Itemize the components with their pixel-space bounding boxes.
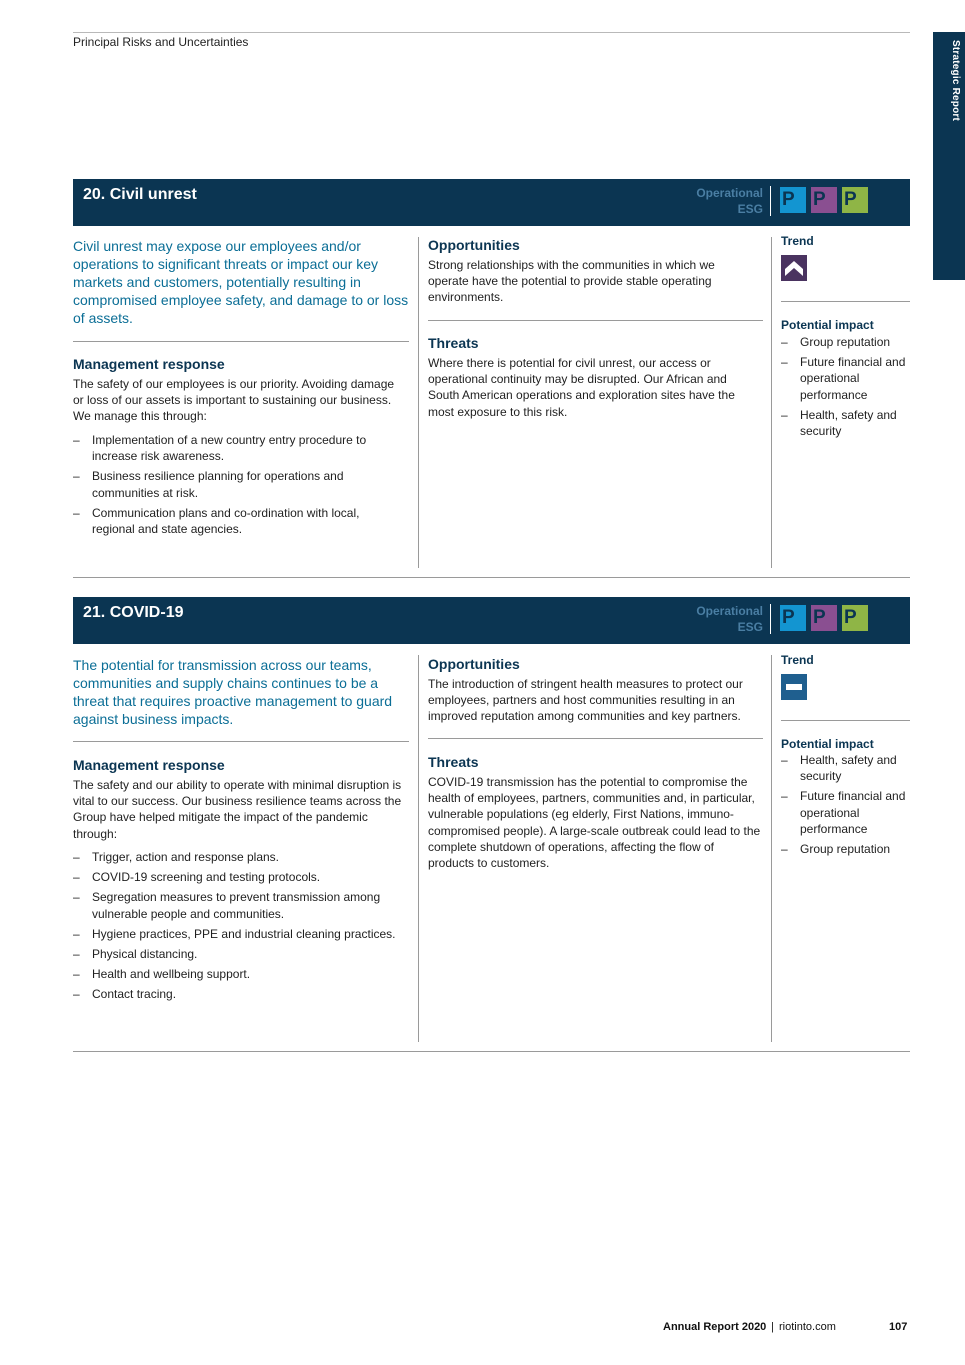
management-response-text: The safety of our employees is our priority. Avoiding damage or loss of our assets is important to sustaining our business. We manage this through:: [73, 377, 395, 424]
section-divider: [73, 1051, 910, 1052]
p-badge-green: P: [842, 605, 868, 631]
list-item: – Future financial and operational performance: [781, 788, 911, 837]
footer-separator: |: [771, 1321, 774, 1333]
divider: [73, 741, 409, 742]
list-item: – COVID-19 screening and testing protocols.: [73, 869, 403, 885]
risk-title: 21. COVID-19: [83, 604, 184, 621]
section-side-tab[interactable]: [933, 32, 965, 280]
opportunities-heading: Opportunities: [428, 237, 520, 253]
threats-text: Where there is potential for civil unrest, our access or operational continuity may be disrupted. Our African and South American operations and exploration sites have the most exposure to this risk.: [428, 356, 735, 419]
footer-website-link[interactable]: riotinto.com: [779, 1321, 836, 1333]
header-rule: [73, 32, 910, 33]
column-divider: [771, 655, 772, 1042]
category-esg: ESG: [737, 202, 763, 216]
p-badge-purple: P: [811, 605, 837, 631]
list-item: – Hygiene practices, PPE and industrial cleaning practices.: [73, 926, 403, 942]
management-response-heading: Management response: [73, 757, 225, 773]
risk-category: [696, 185, 763, 217]
opportunities-heading: Opportunities: [428, 656, 520, 672]
management-response-text: The safety and our ability to operate with minimal disruption is vital to our success. Our business resilience teams across the Group have helped mitigate the impact of the pandemic through:: [73, 778, 402, 841]
risk-header-bar: [73, 597, 910, 644]
divider: [781, 720, 910, 721]
trend-flat-icon: [781, 674, 807, 700]
list-item: – Business resilience planning for operations and communities at risk.: [73, 468, 393, 500]
potential-impact-list: [781, 334, 911, 443]
column-divider: [418, 655, 419, 1042]
potential-impact-list: [781, 752, 911, 861]
risk-header-bar: [73, 179, 910, 226]
category-operational: Operational: [696, 604, 763, 618]
page-header-title: Principal Risks and Uncertainties: [73, 35, 249, 49]
risk-summary: Civil unrest may expose our employees and/or operations to significant threats or impact our key markets and customers, potentially resulting in compromised employee safety, and damage to or loss of assets.: [73, 238, 409, 326]
risk-category: [696, 603, 763, 635]
list-item: – Future financial and operational performance: [781, 354, 911, 403]
list-item: – Communication plans and co-ordination with local, regional and state agencies.: [73, 505, 393, 537]
list-item: – Trigger, action and response plans.: [73, 849, 403, 865]
list-item: – Health, safety and security: [781, 752, 911, 784]
list-item: – Group reputation: [781, 841, 911, 857]
potential-impact-heading: Potential impact: [781, 737, 874, 751]
category-divider: [770, 604, 771, 634]
potential-impact-heading: Potential impact: [781, 318, 874, 332]
list-item: – Group reputation: [781, 334, 911, 350]
list-item: – Contact tracing.: [73, 986, 403, 1002]
trend-up-icon: [781, 255, 807, 281]
list-item: – Implementation of a new country entry procedure to increase risk awareness.: [73, 432, 393, 464]
threats-heading: Threats: [428, 335, 479, 351]
divider: [428, 320, 763, 321]
p-badge-purple: P: [811, 187, 837, 213]
opportunities-text: The introduction of stringent health measures to protect our employees, partners and host communities resulting in an improved reputation among communities and key partners.: [428, 677, 743, 724]
category-esg: ESG: [737, 620, 763, 634]
category-divider: [770, 186, 771, 216]
section-side-tab-label: Strategic Report: [950, 40, 961, 121]
list-item: – Physical distancing.: [73, 946, 403, 962]
trend-heading: Trend: [781, 234, 814, 248]
divider: [781, 301, 910, 302]
threats-text: COVID-19 transmission has the potential to compromise the health of employees, partners, communities and, in particular, vulnerable populations (eg elderly, First Nations, immuno-compromised people). A large-scale outbreak could lead to the complete shutdown of operations, affecting the flow of products to customers.: [428, 775, 761, 871]
divider: [73, 341, 409, 342]
p-badge-blue: P: [780, 187, 806, 213]
column-divider: [418, 237, 419, 568]
list-item: – Health, safety and security: [781, 407, 911, 439]
list-item: – Segregation measures to prevent transmission among vulnerable people and communities.: [73, 889, 403, 921]
trend-heading: Trend: [781, 653, 814, 667]
threats-heading: Threats: [428, 754, 479, 770]
section-divider: [73, 577, 910, 578]
p-badge-green: P: [842, 187, 868, 213]
footer-report-title: Annual Report 2020: [663, 1321, 767, 1333]
opportunities-text: Strong relationships with the communities in which we operate have the potential to provide stable operating environments.: [428, 258, 715, 305]
column-divider: [771, 237, 772, 568]
risk-summary: The potential for transmission across our teams, communities and supply chains continues to be a threat that requires proactive management to guard against business impacts.: [73, 657, 393, 727]
risk-title: 20. Civil unrest: [83, 186, 197, 203]
management-response-heading: Management response: [73, 356, 225, 372]
category-operational: Operational: [696, 186, 763, 200]
page-number: 107: [889, 1321, 908, 1333]
management-response-list: [73, 849, 403, 1007]
list-item: – Health and wellbeing support.: [73, 966, 403, 982]
divider: [428, 738, 763, 739]
p-badge-blue: P: [780, 605, 806, 631]
management-response-list: [73, 432, 393, 541]
